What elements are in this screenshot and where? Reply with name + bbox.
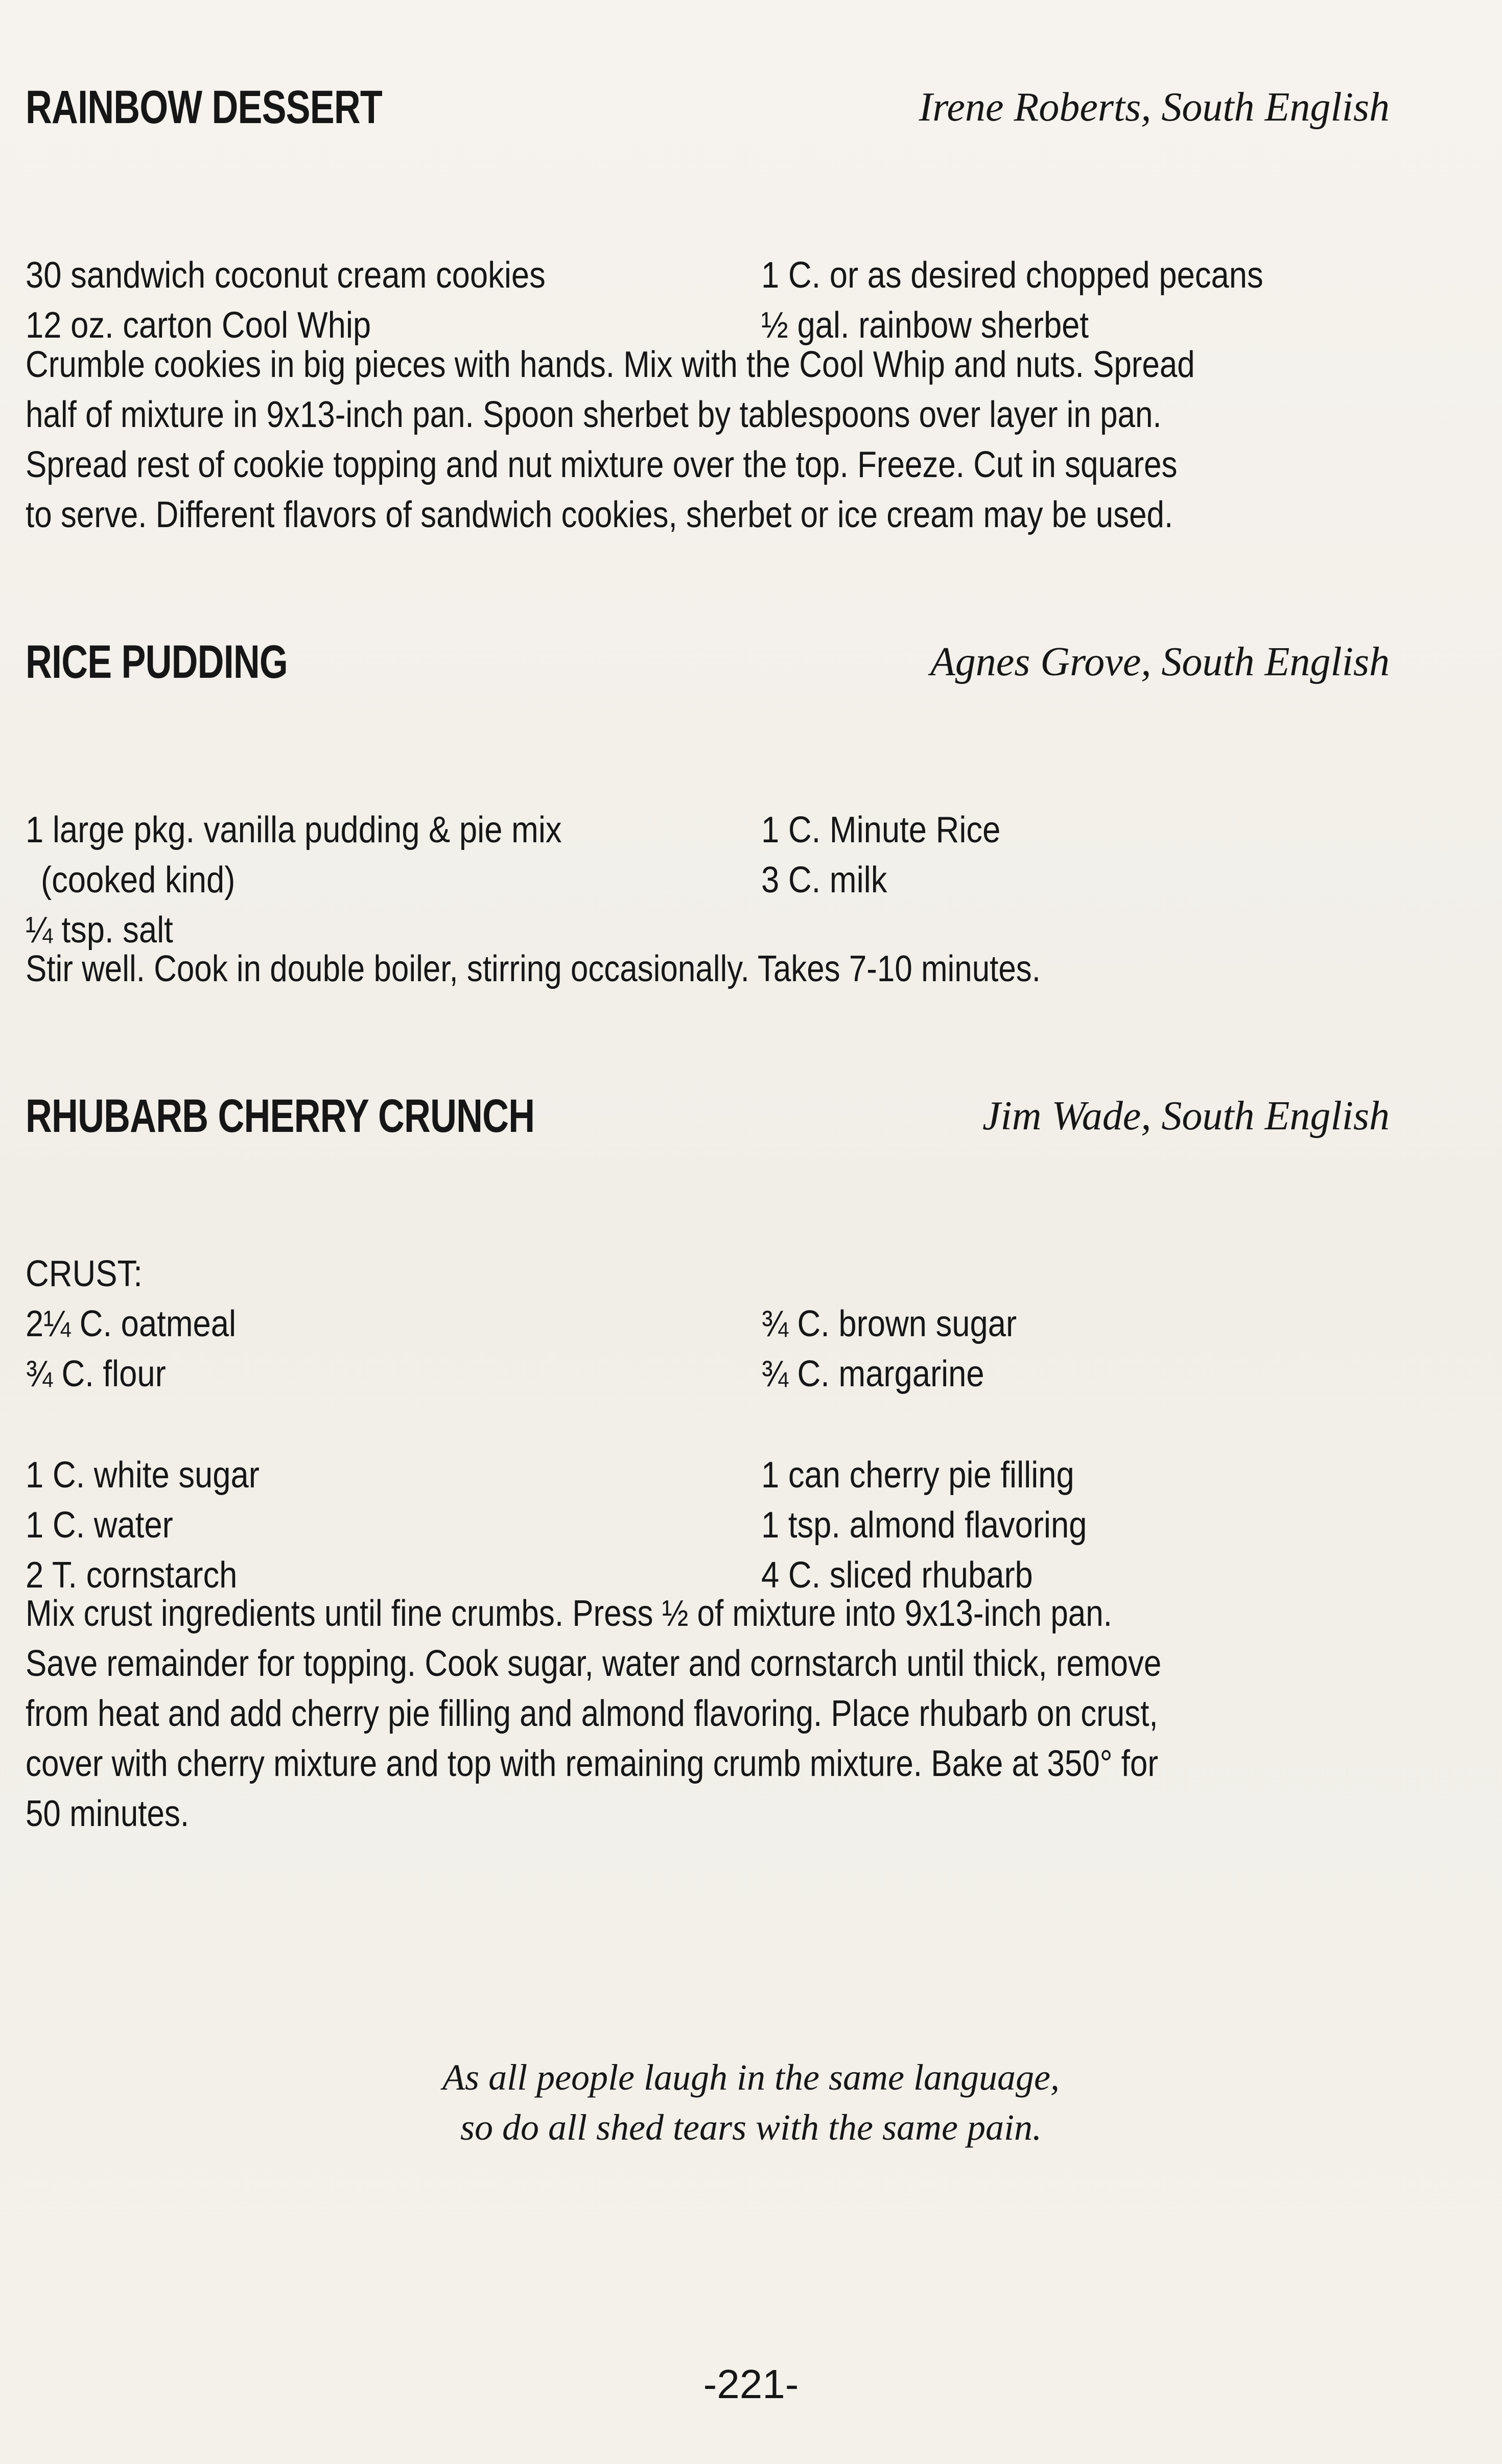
ingredient: 12 oz. carton Cool Whip bbox=[26, 305, 371, 346]
ingredient: ¾ C. margarine bbox=[761, 1354, 984, 1394]
ingredient: 4 C. sliced rhubarb bbox=[761, 1555, 1033, 1596]
directions-line: from heat and add cherry pie filling and almond flavoring. Place rhubarb on crust, bbox=[26, 1693, 1158, 1734]
recipe-header bbox=[26, 631, 1390, 693]
crust-label: CRUST: bbox=[26, 1253, 143, 1294]
page-number: -221- bbox=[703, 2361, 799, 2407]
ingredient: ½ gal. rainbow sherbet bbox=[761, 305, 1089, 346]
recipe-rice-pudding bbox=[26, 631, 1390, 989]
ingredient: 1 C. water bbox=[26, 1505, 173, 1546]
directions-line: Save remainder for topping. Cook sugar, water and cornstarch until thick, remove bbox=[26, 1643, 1162, 1684]
recipe-title: RICE PUDDING bbox=[26, 636, 288, 688]
directions-line: Crumble cookies in big pieces with hands. Mix with the Cool Whip and nuts. Spread bbox=[26, 344, 1195, 385]
directions-line: Spread rest of cookie topping and nut mixture over the top. Freeze. Cut in squares bbox=[26, 444, 1178, 485]
ingredient: 1 tsp. almond flavoring bbox=[761, 1505, 1087, 1546]
ingredient: ¾ C. flour bbox=[26, 1354, 166, 1394]
directions-line: to serve. Different flavors of sandwich cookies, sherbet or ice cream may be used. bbox=[26, 494, 1174, 535]
ingredient: 2 T. cornstarch bbox=[26, 1555, 238, 1596]
ingredient: 3 C. milk bbox=[761, 860, 887, 901]
ingredient: 1 C. or as desired chopped pecans bbox=[761, 255, 1263, 296]
ingredient: 2¼ C. oatmeal bbox=[26, 1304, 237, 1344]
ingredient: 1 C. Minute Rice bbox=[761, 810, 1001, 850]
quote-line: As all people laugh in the same language, bbox=[442, 2057, 1060, 2098]
recipe-directions bbox=[26, 944, 1390, 994]
directions-line: 50 minutes. bbox=[26, 1793, 190, 1834]
recipe-rainbow-dessert bbox=[26, 77, 1390, 535]
ingredient: 1 large pkg. vanilla pudding & pie mix bbox=[26, 810, 562, 850]
recipe-title: RAINBOW DESSERT bbox=[26, 81, 382, 133]
directions-line: Stir well. Cook in double boiler, stirring occasionally. Takes 7-10 minutes. bbox=[26, 949, 1041, 989]
recipe-rhubarb-cherry-crunch bbox=[26, 1085, 1390, 1834]
directions-line: half of mixture in 9x13-inch pan. Spoon sherbet by tablespoons over layer in pan. bbox=[26, 394, 1162, 435]
ingredient: (cooked kind) bbox=[41, 860, 236, 901]
ingredient: 1 C. white sugar bbox=[26, 1455, 260, 1496]
recipe-header bbox=[26, 1085, 1390, 1147]
recipe-directions bbox=[26, 340, 1390, 540]
directions-line: Mix crust ingredients until fine crumbs. Press ½ of mixture into 9x13-inch pan. bbox=[26, 1593, 1112, 1634]
recipe-author: Jim Wade, South English bbox=[982, 1094, 1390, 1139]
ingredient: 1 can cherry pie filling bbox=[761, 1455, 1074, 1496]
ingredient: 30 sandwich coconut cream cookies bbox=[26, 255, 546, 296]
ingredient: ¼ tsp. salt bbox=[26, 910, 173, 951]
recipe-title: RHUBARB CHERRY CRUNCH bbox=[26, 1090, 535, 1142]
closing-quote bbox=[0, 2052, 1502, 2152]
recipe-directions bbox=[26, 1589, 1390, 1839]
recipe-header bbox=[26, 77, 1390, 138]
quote-line: so do all shed tears with the same pain. bbox=[460, 2107, 1042, 2148]
directions-line: cover with cherry mixture and top with remaining crumb mixture. Bake at 350° for bbox=[26, 1743, 1158, 1784]
recipe-author: Irene Roberts, South English bbox=[919, 85, 1390, 130]
ingredient: ¾ C. brown sugar bbox=[761, 1304, 1017, 1344]
recipe-author: Agnes Grove, South English bbox=[930, 639, 1390, 684]
